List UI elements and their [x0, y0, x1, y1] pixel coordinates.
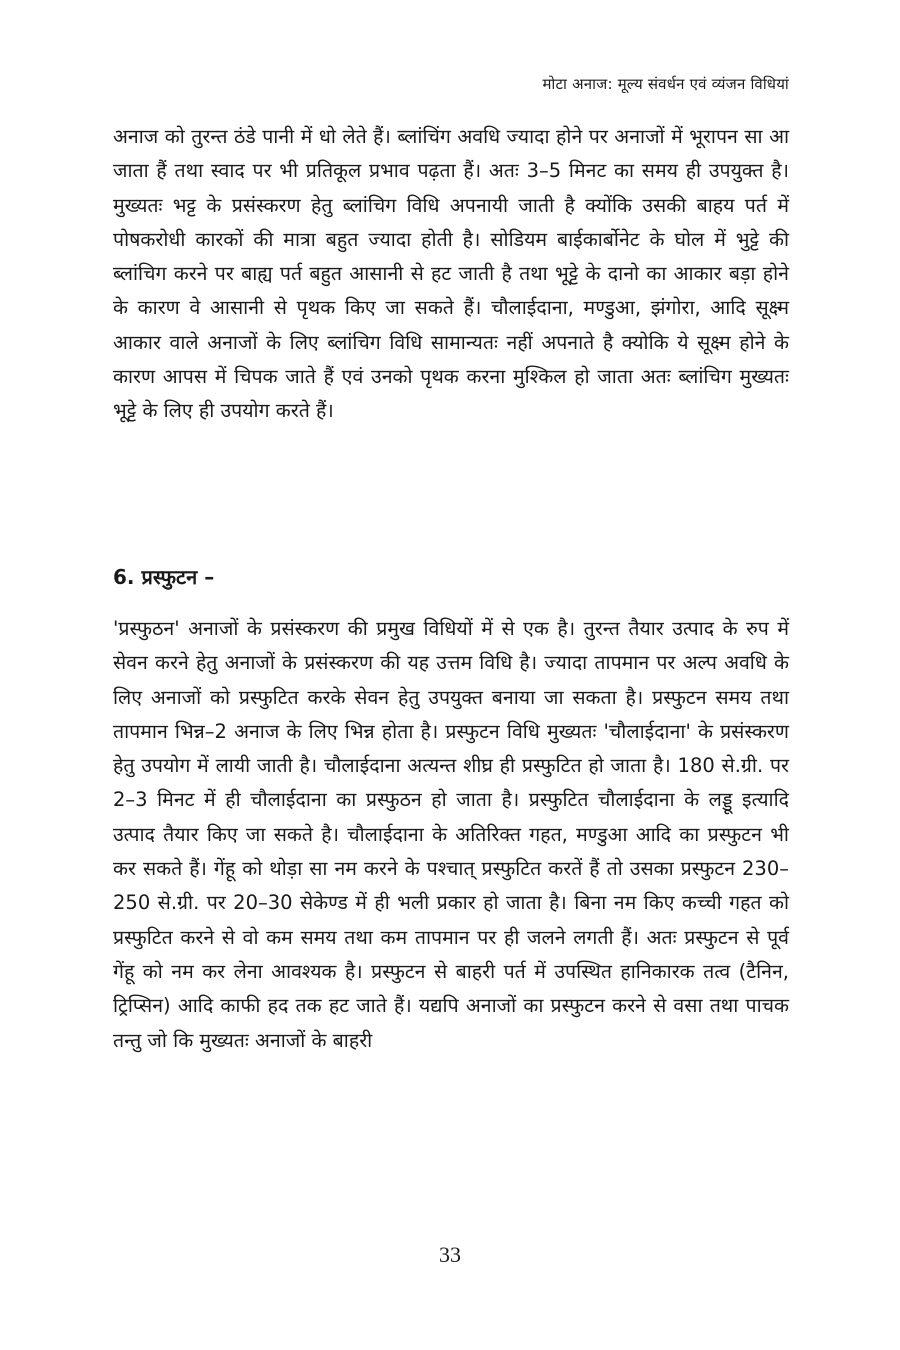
section-heading-popping: 6. प्रस्फुटन –: [113, 565, 215, 589]
page-number: 33: [439, 1242, 461, 1267]
paragraph-popping: 'प्रस्फुठन' अनाजों के प्रसंस्करण की प्रमुख विधियों में से एक है। तुरन्त तैयार उत्पाद के रुप में सेवन करने हेतु अनाजों के प्रसंस्करण की यह उत्तम विधि है। ज्यादा तापमान पर अल्प अवधि के लिए अनाजों को प्रस्फुटित करके सेवन हेतु उपयुक्त बनाया जा सकता है। प्रस्फुटन समय तथा तापमान भिन्न–2 अनाज के लिए भिन्न होता है। प्रस्फुटन विधि मुख्यतः 'चौलाईदाना' के प्रसंस्करण हेतु उपयोग में लायी जाती है। चौलाईदाना अत्यन्त शीघ्र ही प्रस्फुटित हो जाता है। 180 से.ग्री. पर 2–3 मिनट में ही चौलाईदाना का प्रस्फुठन हो जाता है। प्रस्फुटित चौलाईदाना के लड्डू इत्यादि उत्पाद तैयार किए जा सकते है। चौलाईदाना के अतिरिक्त गहत, मण्डुआ आदि का प्रस्फुटन भी कर सकते हैं। गेंहू को थोड़ा सा नम करने के पश्चात् प्रस्फुटित करतें हैं तो उसका प्रस्फुटन 230–250 से.ग्री. पर 20–30 सेकेण्ड में ही भली प्रकार हो जाता है। बिना नम किए कच्ची गहत को प्रस्फुटित करने से वो कम समय तथा कम तापमान पर ही जलने लगती हैं। अतः प्रस्फुटन से पूर्व गेंहू को नम कर लेना आवश्यक है। प्रस्फुटन से बाहरी पर्त में उपस्थित हानिकारक तत्व (टैनिन, ट्रिप्सिन) आदि काफी हद तक हट जाते हैं। यद्यपि अनाजों का प्रस्फुटन करने से वसा तथा पाचक तन्तु जो कि मुख्यतः अनाजों के बाहरी: [113, 617, 789, 1052]
paragraph-blanching: अनाज को तुरन्त ठंडे पानी में धो लेते हैं। ब्लांचिंग अवधि ज्यादा होने पर अनाजों में भूरापन सा आ जाता हैं तथा स्वाद पर भी प्रतिकूल प्रभाव पढ़ता हैं। अतः 3–5 मिनट का समय ही उपयुक्त है। मुख्यतः भट्ट के प्रसंस्करण हेतु ब्लांचिग विधि अपनायी जाती है क्योंकि उसकी बाहय पर्त में पोषकरोधी कारकों की मात्रा बहुत ज्यादा होती है। सोडियम बाईकार्बोनेट के घोल में भुट्टे की ब्लांचिग करने पर बाह्य पर्त बहुत आसानी से हट जाती है तथा भूट्टे के दानो का आकार बड़ा होने के कारण वे आसानी से पृथक किए जा सकते हैं। चौलाईदाना, मण्डुआ, झंगोरा, आदि सूक्ष्म आकार वाले अनाजों के लिए ब्लांचिग विधि सामान्यतः नहीं अपनाते है क्योकि ये सूक्ष्म होने के कारण आपस में चिपक जाते हैं एवं उनको पृथक करना मुश्किल हो जाता अतः ब्लांचिग मुख्यतः भूट्टे के लिए ही उपयोग करते हैं।: [113, 125, 789, 423]
running-header: मोटा अनाज: मूल्य संवर्धन एवं व्यंजन विधियां: [542, 75, 789, 93]
